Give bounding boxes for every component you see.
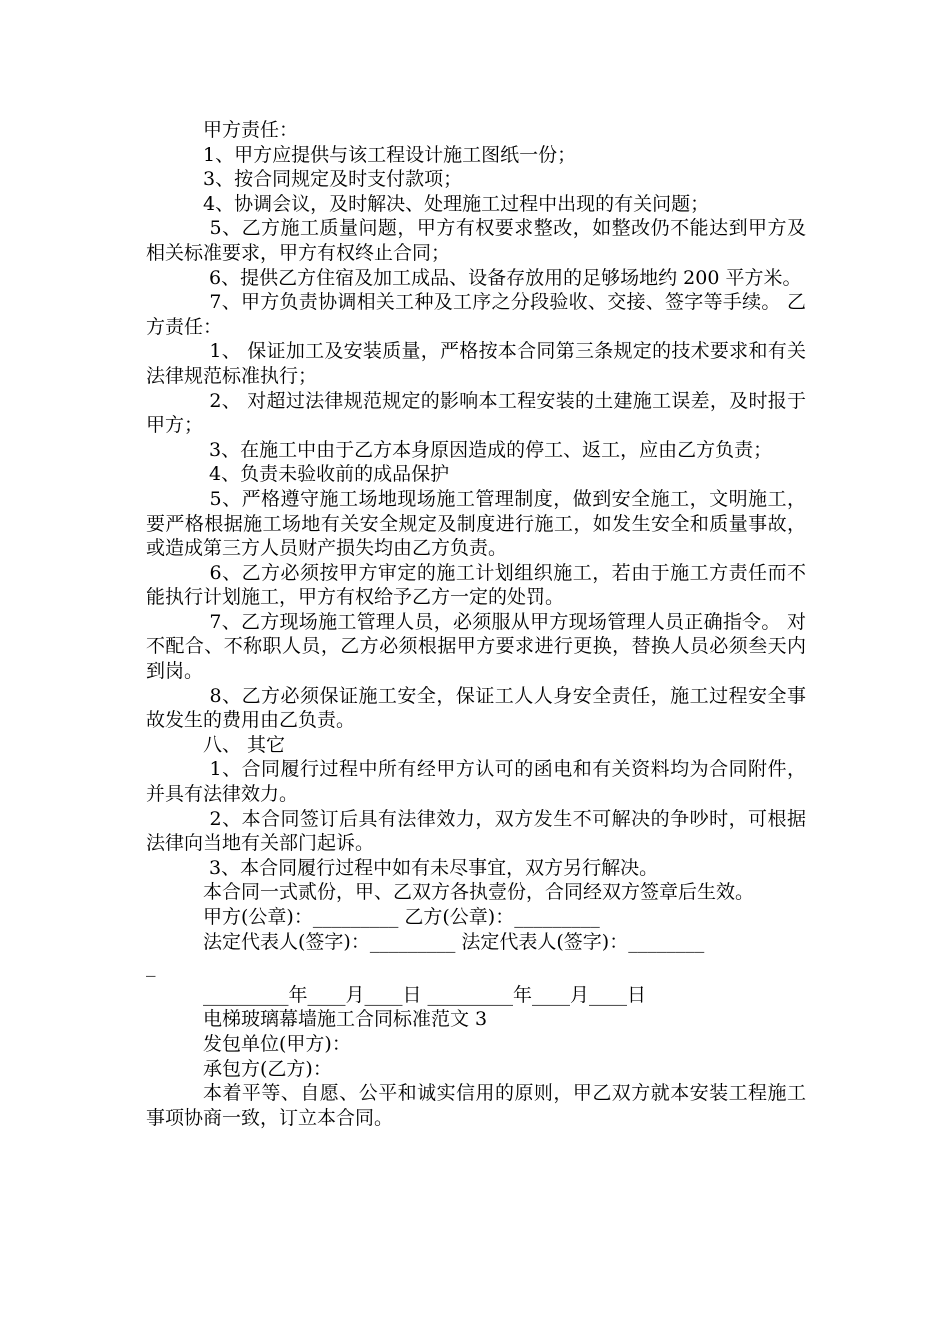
section-heading-other: 八、 其它 — [203, 733, 286, 756]
date-line: _________年____月____日 _________年____月____日 — [203, 983, 647, 1006]
employer-label: 发包单位(甲方)： — [203, 1032, 351, 1055]
paragraph: 6、提供乙方住宿及加工成品、设备存放用的足够场地约 200 平方米。 — [203, 266, 802, 289]
paragraph: 1、合同履行过程中所有经甲方认可的函电和有关资料均为合同附件， 并具有法律效力。 — [146, 758, 813, 806]
document-body — [146, 118, 813, 1130]
paragraph: 8、乙方必须保证施工安全，保证工人人身安全责任，施工过程安全事故发生的费用由乙负责。 — [146, 684, 807, 732]
paragraph: 5、严格遵守施工场地现场施工管理制度，做到安全施工，文明施工，要严格根据施工场地有关安全规定及制度进行施工，如发生安全和质量事故，或造成第三方人员财产损失均由乙方负责。 — [146, 487, 807, 560]
heading-party-a-duties: 甲方责任： — [203, 119, 299, 141]
paragraph: 2、 对超过法律规范规定的影响本工程安装的土建施工误差，及时报于甲方； — [146, 389, 806, 437]
paragraph: 本着平等、自愿、公平和诚实信用的原则，甲乙双方就本安装工程施工事项协商一致，订立本合同。 — [146, 1082, 806, 1129]
paragraph: 5、乙方施工质量问题，甲方有权要求整改，如整改仍不能达到甲方及相关标准要求，甲方有权终止合同； — [146, 217, 807, 264]
paragraph: 1、 保证加工及安装质量，严格按本合同第三条规定的技术要求和有关法律规范标准执行； — [146, 340, 806, 387]
paragraph: 4、负责未验收前的成品保护 — [203, 463, 450, 486]
paragraph: 本合同一式贰份，甲、乙双方各执壹份，合同经双方签章后生效。 — [203, 881, 755, 904]
paragraph: 3、在施工中由于乙方本身原因造成的停工、返工，应由乙方负责； — [203, 438, 773, 461]
paragraph: 7、乙方现场施工管理人员，必须服从甲方现场管理人员正确指令。 对不配合、不称职人员，乙方必须根据甲方要求进行更换，替换人员必须叁天内到岗。 — [146, 610, 806, 683]
paragraph: 1、甲方应提供与该工程设计施工图纸一份； — [203, 143, 577, 166]
underline-continuation: _ — [146, 955, 156, 978]
paragraph: 2、本合同签订后具有法律效力，双方发生不可解决的争吵时，可根据法律向当地有关部门起诉。 — [146, 807, 807, 855]
paragraph: 7、甲方负责协调相关工种及工序之分段验收、交接、签字等手续。 乙方责任： — [146, 291, 806, 338]
seal-line: 甲方(公章)：_________ 乙方(公章)：_________ — [203, 906, 600, 928]
contractor-label: 承包方(乙方)： — [203, 1057, 332, 1080]
contract-title: 电梯玻璃幕墙施工合同标准范文 3 — [203, 1008, 488, 1031]
paragraph: 4、协调会议，及时解决、处理施工过程中出现的有关问题； — [203, 192, 710, 215]
paragraph: 3、本合同履行过程中如有未尽事宜，双方另行解决。 — [203, 856, 659, 879]
paragraph: 3、按合同规定及时支付款项； — [203, 168, 463, 191]
signature-line: 法定代表人(签字)：_________ 法定代表人(签字)：________ — [203, 930, 705, 953]
paragraph: 6、乙方必须按甲方审定的施工计划组织施工，若由于施工方责任而不能执行计划施工，甲方有权给予乙方一定的处罚。 — [146, 561, 807, 609]
